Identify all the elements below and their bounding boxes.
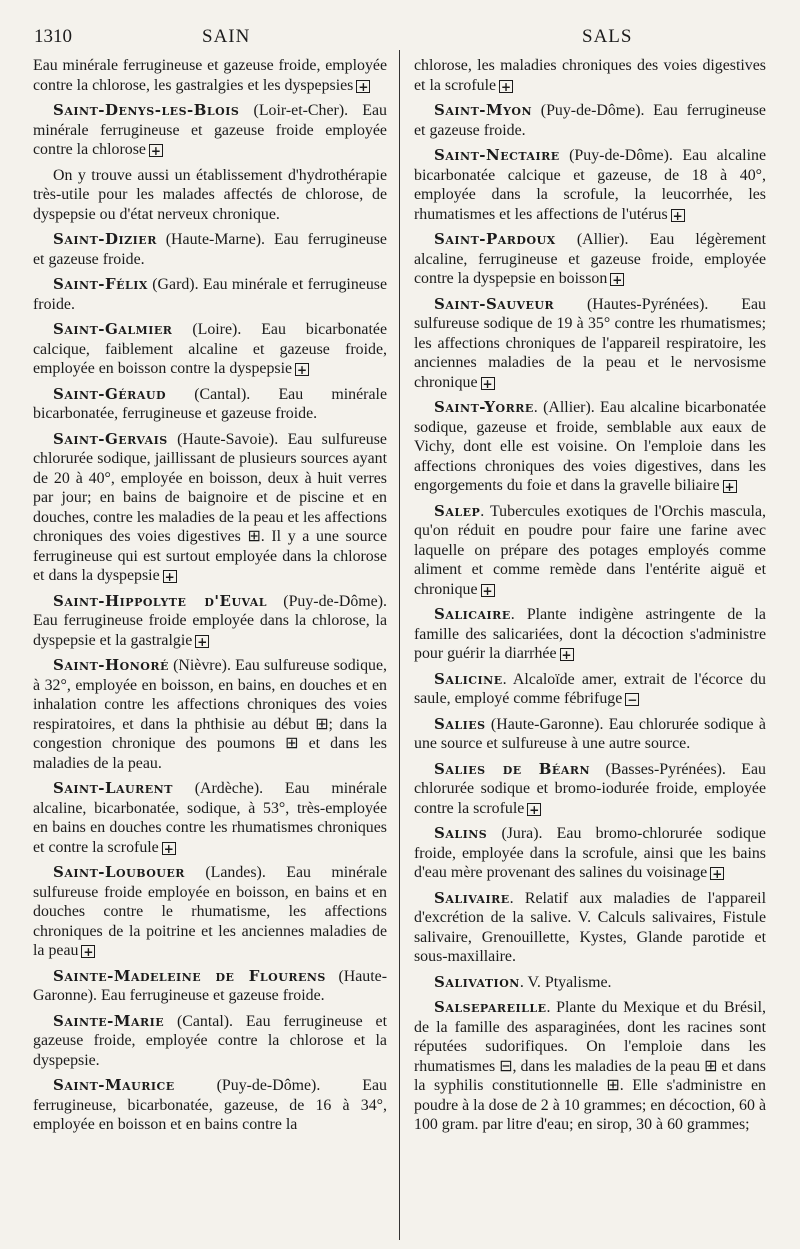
boxed-plus-icon: + bbox=[561, 648, 572, 662]
entry-headword: Saint-Galmier bbox=[53, 320, 173, 338]
entry-headword: Salins bbox=[434, 824, 488, 842]
dictionary-entry bbox=[33, 56, 387, 95]
page-number: 1310 bbox=[34, 26, 72, 47]
boxed-plus-icon: + bbox=[724, 480, 735, 494]
boxed-plus-icon: + bbox=[529, 802, 540, 817]
boxed-plus-icon: + bbox=[83, 945, 94, 959]
entry-headword: Salicaire bbox=[434, 605, 511, 623]
dictionary-entry bbox=[414, 889, 766, 967]
dictionary-entry bbox=[414, 998, 766, 1135]
right-running-head: SALS bbox=[582, 26, 633, 47]
dictionary-entry bbox=[414, 715, 766, 754]
entry-headword: Saint-Pardoux bbox=[434, 230, 556, 248]
entry-text: (Allier). Eau légèrement alcaline, ferrugineuse et gazeuse froide, employée contre la dyspepsie en boisson bbox=[414, 231, 766, 287]
dictionary-entry bbox=[414, 398, 766, 496]
entry-headword: Sainte-Marie bbox=[53, 1011, 165, 1030]
boxed-plus-icon: + bbox=[672, 208, 683, 223]
right-column bbox=[414, 56, 766, 1141]
entry-headword: Saint-Myon bbox=[434, 101, 533, 119]
dictionary-entry bbox=[33, 275, 387, 314]
boxed-minus-icon: − bbox=[627, 693, 638, 707]
left-running-head: SAIN bbox=[202, 26, 251, 47]
entry-text: . (Allier). Eau alcaline bicarbonatée sodique, gazeuse et froide, semblable aux eaux de Vichy, dont elle est voisine. On l'emploie dans les affections chroniques des voies digestives, dans les engorgements du foie et dans la gravelle biliaire bbox=[414, 399, 766, 494]
dictionary-entry bbox=[33, 779, 387, 857]
boxed-plus-icon: + bbox=[482, 376, 493, 391]
dictionary-entry bbox=[33, 863, 387, 961]
boxed-plus-icon: + bbox=[197, 634, 208, 649]
dictionary-entry bbox=[33, 1076, 387, 1135]
entry-headword: Saint-Maurice bbox=[53, 1076, 175, 1094]
dictionary-entry bbox=[414, 101, 766, 140]
entry-text: Eau minérale ferrugineuse et gazeuse froide, employée contre la chlorose, les gastralgies et les dyspepsies bbox=[33, 57, 387, 94]
entry-text: (Haute-Savoie). Eau sulfureuse chlorurée sodique, jaillissant de plusieurs sources ayant de 20 à 40°, employée en boisson, deux à huit verres par jour; en bains de baignoire et de piscine et en douches, contre les maladies de la peau et les affections chroniques des voies digestives ⊞. Il y a une source ferrugineuse qui est surtout employée dans la chlorose et dans la dyspepsie bbox=[33, 430, 387, 584]
entry-headword: Salies de Béarn bbox=[434, 759, 591, 778]
boxed-plus-icon: + bbox=[297, 363, 308, 377]
entry-text: (Basses-Pyrénées). Eau chlorurée sodique et bromo-iodurée froide, employée contre la scrofule bbox=[414, 760, 766, 817]
entry-headword: Salsepareille bbox=[434, 998, 547, 1016]
entry-headword: Saint-Félix bbox=[53, 275, 148, 293]
entry-text: (Haute-Garonne). Eau ferrugineuse et gazeuse froide. bbox=[33, 967, 387, 1004]
entry-text: . Alcaloïde amer, extrait de l'écorce du saule, employé comme fébrifuge bbox=[414, 670, 766, 707]
entry-text: (Haute-Garonne). Eau chlorurée sodique à une source et sulfureuse à une autre source. bbox=[414, 715, 766, 752]
entry-text: . Tubercules exotiques de l'Orchis mascula, qu'on réduit en poudre pour faire une farine avec laquelle on prépare des potages employés comme aliment et comme remède dans l'entérite aiguë et chronique bbox=[414, 502, 766, 598]
entry-text: On y trouve aussi un établissement d'hydrothérapie très-utile pour les malades affectés de chlorose, de dyspepsie ou d'état nerveux chronique. bbox=[33, 166, 387, 223]
entry-headword: Salep bbox=[434, 501, 481, 520]
dictionary-entry bbox=[414, 605, 766, 664]
dictionary-entry bbox=[33, 656, 387, 773]
entry-headword: Saint-Nectaire bbox=[434, 146, 560, 164]
entry-text: (Loire). Eau bicarbonatée calcique, faiblement alcaline et gazeuse froide, employée en boisson contre la dyspepsie bbox=[33, 321, 387, 377]
entry-text: (Ardèche). Eau minérale alcaline, bicarbonatée, sodique, à 53°, très-employée en bains en douches contre les rhumatismes chroniques et contre la scrofule bbox=[33, 780, 387, 856]
boxed-plus-icon: + bbox=[712, 867, 723, 881]
dictionary-entry bbox=[33, 101, 387, 160]
entry-headword: Salivation bbox=[434, 972, 520, 991]
entry-text: . Plante indigène astringente de la famille des salicariées, dont la décoction s'administre pour guérir la diarrhée bbox=[414, 606, 766, 662]
entry-text: . V. Ptyalisme. bbox=[519, 973, 612, 991]
entry-text: . Relatif aux maladies de l'appareil d'excrétion de la salive. V. Calculs salivaires, Fistule salivaire, Grenouillette, Kystes, Glande parotide et sous-maxillaire. bbox=[414, 889, 766, 965]
entry-headword: Saint-Géraud bbox=[53, 384, 166, 403]
left-column bbox=[33, 56, 387, 1141]
dictionary-entry bbox=[33, 592, 387, 651]
boxed-plus-icon: + bbox=[612, 273, 623, 287]
dictionary-entry bbox=[33, 166, 387, 225]
running-header bbox=[34, 26, 786, 56]
dictionary-entry bbox=[414, 973, 766, 993]
entry-text: (Cantal). Eau minérale bicarbonatée, ferrugineuse et gazeuse froide. bbox=[33, 385, 387, 422]
boxed-plus-icon: + bbox=[482, 583, 493, 598]
entry-headword: Saint-Denys-les-Blois bbox=[53, 101, 240, 119]
entry-text: . Plante du Mexique et du Brésil, de la famille des asparaginées, dont les racines sont réputées sudorifiques. On l'emploie dans les rhumatismes ⊟, dans les maladies de la peau ⊞ et dans la syphilis constitutionnelle ⊞. Elle s'administre en poudre à la dose de 2 à 10 grammes; en décoction, 60 à 100 gram. par litre d'eau; en sirop, 30 à 60 grammes; bbox=[414, 999, 766, 1133]
entry-headword: Saint-Hippolyte d'Euval bbox=[53, 591, 268, 610]
dictionary-entry bbox=[33, 430, 387, 586]
entry-headword: Salies bbox=[434, 714, 486, 733]
entry-text: (Loir-et-Cher). Eau minérale ferrugineuse et gazeuse froide employée contre la chlorose bbox=[33, 102, 387, 158]
entry-text: (Puy-de-Dôme). Eau alcaline bicarbonatée calcique et gazeuse, de 18 à 40°, employée dans la scrofule, la leucorrhée, les rhumatismes et les affections de l'utérus bbox=[414, 147, 766, 223]
dictionary-entry bbox=[414, 502, 766, 600]
entry-text: (Nièvre). Eau sulfureuse sodique, à 32°, employée en boisson, en bains, en douches et en inhalation contre les affections chroniques des voies respiratoires, et dans la phthisie au début ⊞; dans la congestion chronique des poumons ⊞ et dans les maladies de la peau. bbox=[33, 657, 387, 772]
entry-text: (Haute-Marne). Eau ferrugineuse et gazeuse froide. bbox=[33, 231, 387, 268]
boxed-plus-icon: + bbox=[164, 570, 175, 584]
entry-headword: Saint-Sauveur bbox=[434, 294, 555, 313]
dictionary-entry bbox=[33, 1012, 387, 1071]
boxed-plus-icon: + bbox=[501, 79, 512, 94]
entry-headword: Saint-Laurent bbox=[53, 779, 173, 797]
entry-headword: Saint-Loubouer bbox=[53, 863, 185, 881]
entry-headword: Saint-Yorre bbox=[434, 398, 534, 416]
boxed-plus-icon: + bbox=[163, 841, 174, 856]
dictionary-entry bbox=[414, 230, 766, 289]
entry-text: (Gard). Eau minérale et ferrugineuse froide. bbox=[33, 276, 387, 313]
column-divider bbox=[399, 50, 400, 1240]
entry-headword: Sainte-Madeleine de Flourens bbox=[53, 966, 326, 985]
entry-headword: Salivaire bbox=[434, 888, 510, 907]
entry-headword: Saint-Dizier bbox=[53, 230, 157, 248]
dictionary-entry bbox=[414, 56, 766, 95]
entry-text: (Puy-de-Dôme). Eau ferrugineuse froide employée dans la chlorose, la dyspepsie et la gastralgie bbox=[33, 592, 387, 649]
entry-headword: Saint-Gervais bbox=[53, 429, 168, 448]
dictionary-entry bbox=[33, 385, 387, 424]
entry-headword: Saint-Honoré bbox=[53, 656, 169, 674]
entry-text: (Puy-de-Dôme). Eau ferrugineuse et gazeuse froide. bbox=[414, 102, 766, 139]
entry-text: chlorose, les maladies chroniques des voies digestives et la scrofule bbox=[414, 57, 766, 94]
boxed-plus-icon: + bbox=[150, 144, 161, 158]
entry-text: (Hautes-Pyrénées). Eau sulfureuse sodique de 19 à 35° contre les rhumatismes; les affections chroniques de l'appareil respiratoire, les anciennes maladies de la peau et le nervosisme chronique bbox=[414, 295, 766, 391]
dictionary-entry bbox=[414, 146, 766, 224]
dictionary-entry bbox=[414, 295, 766, 393]
dictionary-entry bbox=[33, 320, 387, 379]
boxed-plus-icon: + bbox=[358, 79, 369, 94]
entry-text: (Puy-de-Dôme). Eau ferrugineuse, bicarbonatée, gazeuse, de 16 à 34°, employée en boisson et en bains contre la bbox=[33, 1077, 387, 1133]
dictionary-entry bbox=[33, 967, 387, 1006]
dictionary-entry bbox=[414, 670, 766, 709]
dictionary-entry bbox=[33, 230, 387, 269]
entry-text: (Jura). Eau bromo-chlorurée sodique froide, employée dans la scrofule, ainsi que les bains d'eau mère provenant des salines du voisinage bbox=[414, 825, 766, 881]
entry-headword: Salicine bbox=[434, 669, 503, 688]
dictionary-entry bbox=[414, 824, 766, 883]
dictionary-entry bbox=[414, 760, 766, 819]
entry-text: (Cantal). Eau ferrugineuse et gazeuse froide, employée contre la chlorose et la dyspepsie. bbox=[33, 1012, 387, 1069]
entry-text: (Landes). Eau minérale sulfureuse froide employée en boisson, en bains et en douches contre le rhumatisme, les affections chroniques de la poitrine et les anciennes maladies de la peau bbox=[33, 864, 387, 959]
